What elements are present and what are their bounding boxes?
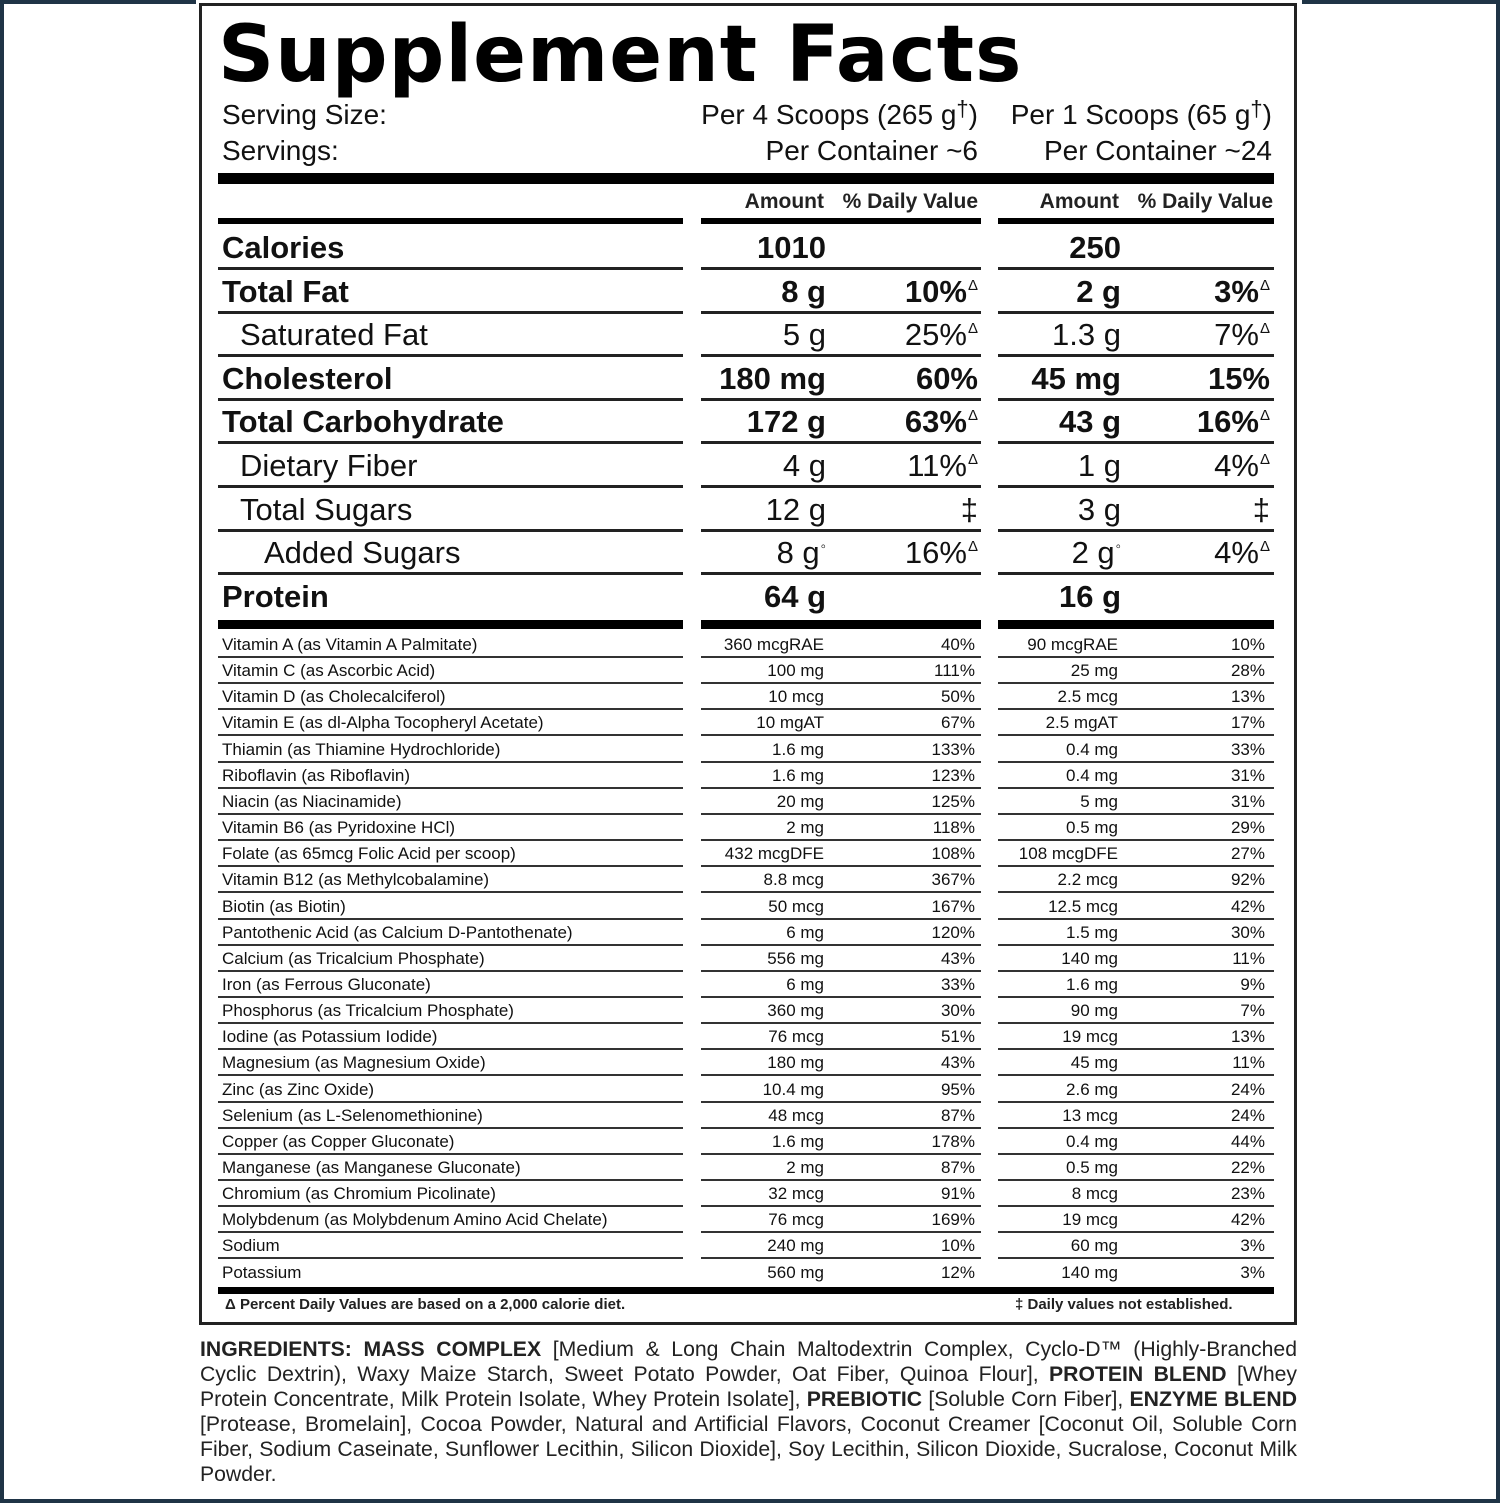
frame-top-left-edge (0, 0, 196, 4)
col2-daily-value (1130, 226, 1270, 267)
nutrient-name: Total Carbohydrate (222, 404, 504, 440)
col1-daily-value: 87% (940, 1105, 975, 1125)
col2-daily-value: 27% (1230, 844, 1265, 864)
col2-daily-value (1130, 488, 1270, 529)
micronutrient-row (218, 737, 1274, 763)
nutrient-name: Calories (222, 230, 345, 265)
amount-value: 12 g (765, 491, 826, 527)
nutrient-name: Total Sugars (240, 491, 413, 527)
nutrient-row-dietary-fiber (218, 444, 1274, 488)
col1-amount: 20 mg (776, 791, 824, 811)
micronutrient-row (218, 1207, 1274, 1233)
ingredient-group-label: PREBIOTIC (806, 1388, 929, 1411)
col2-daily-value: 42% (1230, 896, 1265, 916)
col1-amount (688, 488, 826, 529)
micronutrient-row (218, 998, 1274, 1024)
ingredient-group-label: PROTEIN BLEND (1049, 1363, 1237, 1386)
col1-daily-value (838, 270, 978, 311)
nutrient-row-protein (218, 575, 1274, 619)
amount-value: 43 g (1058, 404, 1121, 440)
col2-daily-value: 29% (1230, 818, 1265, 838)
delta-mark: Δ (1259, 276, 1270, 294)
micronutrient-row (218, 763, 1274, 789)
dv-value: 16% (904, 535, 967, 571)
amount-value: 1.3 g (1052, 317, 1121, 353)
col2-amount: 2.6 mg (1066, 1079, 1118, 1099)
amount-value: 3 g (1077, 491, 1121, 527)
col2-serving-size: Per 1 Scoops (65 g†) (1010, 96, 1272, 130)
col2-daily-value: 13% (1230, 1027, 1265, 1047)
col2-daily-value: 13% (1230, 687, 1265, 707)
amount-value: 172 g (746, 404, 826, 440)
col2-amount (988, 357, 1121, 398)
amount-value: 45 mg (1031, 360, 1121, 396)
dv-value: 15% (1207, 360, 1270, 396)
col1-amount: 360 mg (767, 1001, 824, 1021)
amount-value: 2 g (1071, 535, 1115, 571)
micronutrient-row (218, 1129, 1274, 1155)
col1-daily-value (838, 575, 978, 616)
col1-amount: 48 mcg (768, 1105, 824, 1125)
col1-daily-value: 133% (931, 739, 975, 759)
col2-daily-value: 28% (1230, 661, 1265, 681)
col2-amount (988, 444, 1121, 485)
col2-amount: 8 mcg (1071, 1184, 1118, 1204)
thick-rule-top (218, 173, 1274, 184)
delta-mark: Δ (1259, 407, 1270, 425)
col1-daily-value: 125% (931, 791, 975, 811)
col2-daily-value (1130, 270, 1270, 311)
col1-daily-value: 30% (940, 1001, 975, 1021)
col2-amount (988, 226, 1121, 267)
ingredient-list: [Protease, Bromelain], Cocoa Powder, Natural and Artificial Flavors, Coconut Creamer [Coconut Oil, Soluble Corn Fiber, Sodium Caseinate, Sunflower Lecithin, Silicon Dioxide], Soy Lecithin, Silicon Dioxide, Sucralose, Coconut Milk Powder. (200, 1413, 1297, 1486)
col2-amount: 2.5 mgAT (1045, 713, 1118, 733)
col1-amount: 2 mg (786, 818, 824, 838)
dv-value: 7% (1214, 317, 1259, 353)
micronutrient-name: Manganese (as Manganese Gluconate) (222, 1158, 521, 1177)
col2-daily-value: 30% (1230, 922, 1265, 942)
micronutrient-row (218, 1233, 1274, 1259)
delta-mark: Δ (967, 320, 978, 338)
nutrient-name: Protein (222, 578, 329, 614)
col2-daily-value: 11% (1232, 1053, 1265, 1073)
col2-daily-value (1130, 313, 1270, 354)
amount-value: 1010 (757, 230, 826, 265)
micronutrient-row (218, 1077, 1274, 1103)
col2-daily-value: 11% (1232, 948, 1265, 968)
thick-rule-protein-col2 (998, 620, 1274, 629)
footnote-daily-values: Δ Percent Daily Values are based on a 2,000 calorie diet. (225, 1296, 626, 1313)
micronutrient-name: Molybdenum (as Molybdenum Amino Acid Chelate) (222, 1210, 608, 1230)
col1-amount: 556 mg (767, 948, 824, 968)
col1-amount: 240 mg (767, 1236, 824, 1256)
micronutrient-row (218, 658, 1274, 684)
ingredient-list: [Whey Protein Concentrate, Milk Protein Isolate, Whey Protein Isolate], (200, 1363, 1297, 1411)
col2-amount (988, 313, 1121, 354)
col1-amount: 76 mcg (768, 1027, 824, 1047)
col2-daily-value: 44% (1230, 1131, 1265, 1151)
amount-value: 180 mg (719, 360, 826, 396)
col2-amount: 19 mcg (1062, 1027, 1118, 1047)
col2-amount: 45 mg (1070, 1053, 1118, 1073)
col1-daily-value (838, 400, 978, 441)
micronutrient-name: Zinc (as Zinc Oxide) (222, 1079, 375, 1099)
col1-daily-value (838, 226, 978, 267)
col2-daily-value: 23% (1230, 1184, 1265, 1204)
dv-value: 63% (904, 404, 967, 440)
ingredients-text (200, 1337, 1297, 1487)
micronutrient-name: Potassium (222, 1262, 302, 1282)
col1-amount (688, 313, 826, 354)
col2-daily-value: 22% (1230, 1158, 1265, 1177)
col1-daily-value: 51% (940, 1027, 975, 1047)
col2-amount (988, 400, 1121, 441)
col1-daily-value (838, 531, 978, 572)
col1-amount: 6 mg (786, 922, 824, 942)
amount-value: 8 g (781, 273, 826, 309)
dv-value: 16% (1196, 404, 1259, 440)
col1-daily-value: 167% (931, 896, 975, 916)
ingredients-label: INGREDIENTS: (200, 1338, 352, 1361)
header-rule-col1 (701, 218, 981, 224)
col1-amount: 432 mcgDFE (724, 844, 824, 864)
micronutrient-name: Pantothenic Acid (as Calcium D-Pantothenate) (222, 922, 573, 942)
col2-amount: 25 mg (1070, 661, 1118, 681)
col2-daily-value (1130, 531, 1270, 572)
col1-daily-value: 108% (931, 844, 975, 864)
col2-amount: 90 mg (1070, 1001, 1118, 1021)
col1-amount: 8.8 mcg (763, 870, 824, 890)
nutrient-name: Saturated Fat (240, 317, 428, 353)
col2-amount (988, 488, 1121, 529)
micronutrient-row (218, 1103, 1274, 1129)
dagger-mark: † (956, 96, 969, 121)
col2-amount: 1.6 mg (1066, 974, 1118, 994)
col2-amount: 2.5 mcg (1057, 687, 1118, 707)
col1-amount (688, 357, 826, 398)
micronutrient-row (218, 972, 1274, 998)
amount-value: 64 g (763, 578, 826, 614)
col1-amount: 50 mcg (768, 896, 824, 916)
micronutrient-name: Biotin (as Biotin) (222, 896, 346, 916)
micronutrient-row (218, 1050, 1274, 1076)
amount-value: 2 g (1076, 273, 1121, 309)
micronutrient-name: Copper (as Copper Gluconate) (222, 1131, 455, 1151)
col1-amount: 560 mg (767, 1262, 824, 1282)
frame-top-right-edge (1302, 0, 1500, 4)
delta-mark: Δ (1259, 538, 1270, 556)
nutrient-name: Total Fat (222, 273, 349, 309)
col2-daily-value: 24% (1230, 1079, 1265, 1099)
micronutrient-name: Vitamin C (as Ascorbic Acid) (222, 661, 436, 681)
micronutrient-name: Vitamin B6 (as Pyridoxine HCl) (222, 818, 456, 838)
col1-daily-value: 67% (940, 713, 975, 733)
dv-value: ‡ (1252, 491, 1270, 527)
micronutrient-row (218, 1024, 1274, 1050)
dv-value: 11% (907, 448, 967, 483)
nutrient-name: Cholesterol (222, 360, 393, 396)
col2-amount: 19 mcg (1062, 1210, 1118, 1230)
col2-daily-value: 10% (1230, 635, 1265, 654)
col1-daily-value (838, 313, 978, 354)
col1-daily-value: 111% (934, 661, 975, 681)
col1-daily-value: 120% (931, 922, 975, 942)
delta-mark: Δ (967, 407, 978, 425)
col1-daily-value (838, 444, 978, 485)
col1-amount (688, 444, 826, 485)
nutrient-row-total-sugars (218, 488, 1274, 532)
ingredient-list: [Medium & Long Chain Maltodextrin Complex, Cyclo-D™ (Highly-Branched Cyclic Dextrin), Waxy Maize Starch, Sweet Potato Powder, Oat Fiber, Quinoa Flour], (200, 1338, 1297, 1386)
col2-daily-value (1130, 444, 1270, 485)
nutrient-row-calories (218, 226, 1274, 270)
col1-dv-header: % Daily Value (842, 190, 978, 213)
micronutrient-row (218, 946, 1274, 972)
col1-amount: 100 mg (767, 661, 824, 681)
col1-amount: 1.6 mg (772, 1131, 824, 1151)
col1-amount: 10 mgAT (756, 713, 824, 733)
micronutrient-name: Iodine (as Potassium Iodide) (222, 1027, 438, 1047)
micronutrient-name: Vitamin B12 (as Methylcobalamine) (222, 870, 490, 890)
col1-amount: 360 mcgRAE (723, 635, 824, 654)
col2-daily-value: 31% (1230, 765, 1265, 785)
col2-daily-value: 92% (1230, 870, 1265, 890)
col2-daily-value: 17% (1230, 713, 1265, 733)
servings-label: Servings: (222, 135, 339, 166)
col1-amount (688, 575, 826, 616)
nutrient-row-total-carbohydrate (218, 400, 1274, 444)
micronutrient-name: Selenium (as L-Selenomethionine) (222, 1105, 483, 1125)
col1-amount: 2 mg (786, 1158, 824, 1177)
ingredient-group-label: MASS COMPLEX (351, 1338, 553, 1361)
amount-value: 1 g (1077, 448, 1121, 483)
micronutrient-row (218, 920, 1274, 946)
col2-amount: 140 mg (1061, 1262, 1118, 1282)
col1-daily-value: 12% (940, 1262, 975, 1282)
col1-amount (688, 270, 826, 311)
col1-daily-value: 178% (931, 1131, 975, 1151)
col2-amount: 108 mcgDFE (1018, 844, 1118, 864)
col2-amount: 5 mg (1080, 791, 1118, 811)
micronutrient-row (218, 632, 1274, 658)
ingredient-group-label: ENZYME BLEND (1129, 1388, 1297, 1411)
dv-value: 4% (1214, 535, 1259, 571)
delta-mark: Δ (1259, 451, 1270, 468)
col2-daily-value: 3% (1240, 1236, 1265, 1256)
col2-amount: 60 mg (1070, 1236, 1118, 1256)
micronutrient-row (218, 1260, 1274, 1286)
col1-amount: 6 mg (786, 974, 824, 994)
micronutrient-name: Calcium (as Tricalcium Phosphate) (222, 948, 485, 968)
micronutrient-row (218, 1155, 1274, 1181)
thick-rule-bottom (218, 1287, 1274, 1294)
delta-mark: Δ (967, 451, 978, 468)
col1-daily-value: 95% (940, 1079, 975, 1099)
col1-amount: 1.6 mg (772, 739, 824, 759)
micronutrient-name: Riboflavin (as Riboflavin) (222, 765, 411, 785)
footnote-not-established: ‡ Daily values not established. (1015, 1296, 1233, 1313)
col2-daily-value: 33% (1230, 739, 1265, 759)
col1-daily-value: 87% (940, 1158, 975, 1177)
col1-serving-size: Per 4 Scoops (265 g†) (701, 96, 978, 130)
micronutrient-name: Iron (as Ferrous Gluconate) (222, 974, 431, 994)
col1-daily-value: 40% (940, 635, 975, 654)
micronutrient-name: Chromium (as Chromium Picolinate) (222, 1184, 496, 1204)
col2-daily-value (1130, 357, 1270, 398)
col1-daily-value (838, 357, 978, 398)
micronutrient-name: Vitamin D (as Cholecalciferol) (222, 687, 446, 707)
micronutrient-name: Folate (as 65mcg Folic Acid per scoop) (222, 844, 516, 864)
col1-daily-value: 123% (931, 765, 975, 785)
micronutrient-row (218, 710, 1274, 736)
nutrient-row-cholesterol (218, 357, 1274, 401)
nutrient-name: Added Sugars (264, 535, 461, 571)
col1-amount-header: Amount (744, 190, 824, 213)
col1-daily-value: 118% (932, 818, 975, 838)
micronutrient-name: Niacin (as Niacinamide) (222, 791, 402, 811)
col2-amount: 140 mg (1061, 948, 1118, 968)
col1-amount: 180 mg (767, 1053, 824, 1073)
col2-amount: 12.5 mcg (1048, 896, 1118, 916)
amount-value: 16 g (1058, 578, 1121, 614)
amount-value: 5 g (782, 317, 826, 353)
amount-value: 4 g (782, 448, 826, 483)
added-sugar-mark: ◦ (820, 538, 826, 556)
col1-daily-value: 367% (931, 870, 975, 890)
dv-value: 3% (1214, 273, 1259, 309)
nutrient-row-total-fat (218, 270, 1274, 314)
col2-amount: 0.4 mg (1066, 765, 1118, 785)
nutrient-name: Dietary Fiber (240, 448, 418, 483)
micronutrient-row (218, 789, 1274, 815)
col1-amount: 10 mcg (768, 687, 824, 707)
col2-amount-header: Amount (1039, 190, 1119, 213)
delta-mark: Δ (967, 276, 978, 294)
col1-daily-value: 33% (940, 974, 975, 994)
col2-dv-header: % Daily Value (1137, 190, 1273, 213)
col1-daily-value: 10% (940, 1236, 975, 1256)
col1-amount (688, 531, 826, 572)
micronutrient-row (218, 815, 1274, 841)
delta-mark: Δ (1259, 320, 1270, 338)
col2-amount (988, 270, 1121, 311)
col2-daily-value: 24% (1230, 1105, 1265, 1125)
col1-daily-value: 91% (940, 1184, 975, 1204)
col2-servings-per-container: Per Container ~24 (1043, 135, 1272, 166)
micronutrient-row (218, 684, 1274, 710)
micronutrient-name: Phosphorus (as Tricalcium Phosphate) (222, 1001, 514, 1021)
serving-size-label: Serving Size: (222, 99, 387, 130)
dv-value: 4% (1214, 448, 1259, 483)
col2-amount: 13 mcg (1062, 1105, 1118, 1125)
col2-daily-value (1130, 575, 1270, 616)
col2-daily-value: 9% (1240, 974, 1265, 994)
amount-value: 250 (1069, 230, 1121, 265)
col1-daily-value: 50% (940, 687, 975, 707)
dv-value: ‡ (960, 491, 978, 527)
micronutrient-name: Vitamin E (as dl-Alpha Tocopheryl Acetate) (222, 713, 544, 733)
col1-daily-value: 43% (940, 1053, 975, 1073)
nutrient-row-added-sugars (218, 531, 1274, 575)
micronutrient-name: Sodium (222, 1236, 280, 1256)
header-rule-col2 (998, 218, 1274, 224)
col1-daily-value: 43% (940, 948, 975, 968)
col2-daily-value (1130, 400, 1270, 441)
col2-amount: 0.4 mg (1066, 1131, 1118, 1151)
col1-amount: 10.4 mg (762, 1079, 824, 1099)
col2-daily-value: 7% (1240, 1001, 1265, 1021)
added-sugar-mark: ◦ (1115, 538, 1121, 556)
micronutrient-row (218, 841, 1274, 867)
col2-amount (988, 575, 1121, 616)
col1-amount (688, 226, 826, 267)
micronutrient-row (218, 894, 1274, 920)
col2-amount: 90 mcgRAE (1027, 635, 1118, 654)
dv-value: 10% (904, 273, 967, 309)
thick-rule-protein-name (218, 620, 683, 629)
col1-daily-value (838, 488, 978, 529)
dv-value: 25% (904, 317, 967, 353)
col2-daily-value: 31% (1230, 791, 1265, 811)
micronutrient-row (218, 1181, 1274, 1207)
micronutrient-name: Thiamin (as Thiamine Hydrochloride) (222, 739, 501, 759)
col1-daily-value: 169% (931, 1210, 975, 1230)
col2-amount (988, 531, 1121, 572)
panel-title: Supplement Facts (218, 10, 1023, 100)
col1-amount (688, 400, 826, 441)
col1-amount: 76 mcg (768, 1210, 824, 1230)
amount-value: 8 g (776, 535, 820, 571)
col2-amount: 1.5 mg (1066, 922, 1118, 942)
col2-amount: 2.2 mcg (1057, 870, 1118, 890)
col2-amount: 0.5 mg (1066, 818, 1118, 838)
col2-amount: 0.5 mg (1066, 1158, 1118, 1177)
col1-servings-per-container: Per Container ~6 (765, 135, 978, 166)
header-rule-name (218, 218, 683, 224)
micronutrient-name: Magnesium (as Magnesium Oxide) (222, 1053, 486, 1073)
micronutrient-row (218, 867, 1274, 893)
dv-value: 60% (915, 360, 978, 396)
col2-amount: 0.4 mg (1066, 739, 1118, 759)
col1-amount: 32 mcg (768, 1184, 824, 1204)
dagger-mark: † (1250, 96, 1263, 121)
delta-mark: Δ (967, 538, 978, 556)
thick-rule-protein-col1 (701, 620, 981, 629)
col2-daily-value: 3% (1240, 1262, 1265, 1282)
ingredient-list: [Soluble Corn Fiber], (928, 1388, 1130, 1411)
micronutrient-name: Vitamin A (as Vitamin A Palmitate) (222, 635, 478, 654)
nutrient-row-saturated-fat (218, 313, 1274, 357)
col1-amount: 1.6 mg (772, 765, 824, 785)
col2-daily-value: 42% (1230, 1210, 1265, 1230)
